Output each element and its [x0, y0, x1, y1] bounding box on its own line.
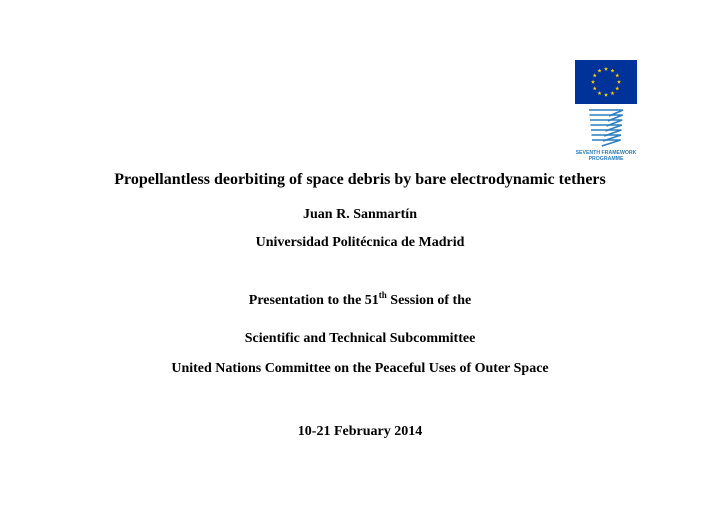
- committee-name: United Nations Committee on the Peaceful Uses of Outer Space: [171, 361, 549, 376]
- presentation-title: Propellantless deorbiting of space debris by bare electrodynamic tethers: [114, 171, 606, 188]
- fp7-logo-stripe-icon: [592, 140, 621, 146]
- fp7-logo-text-1: SEVENTH FRAMEWORK: [575, 150, 637, 156]
- author-name: Juan R. Sanmartín: [303, 207, 417, 222]
- presentation-date: 10-21 February 2014: [297, 424, 423, 439]
- fp7-logo-text-2: PROGRAMME: [588, 156, 624, 162]
- presentation-suffix: Session of the: [386, 293, 472, 308]
- fp7-logo-icon: [575, 108, 637, 162]
- subcommittee-name: Scientific and Technical Subcommittee: [244, 331, 476, 346]
- presentation-session-line: [0, 290, 720, 309]
- author-affiliation: Universidad Politécnica de Madrid: [255, 235, 465, 250]
- logo-block: [575, 60, 639, 162]
- presentation-prefix: Presentation to the 51: [248, 293, 379, 308]
- presentation-ordinal-suffix: th: [378, 290, 387, 300]
- eu-flag-icon: [575, 60, 637, 104]
